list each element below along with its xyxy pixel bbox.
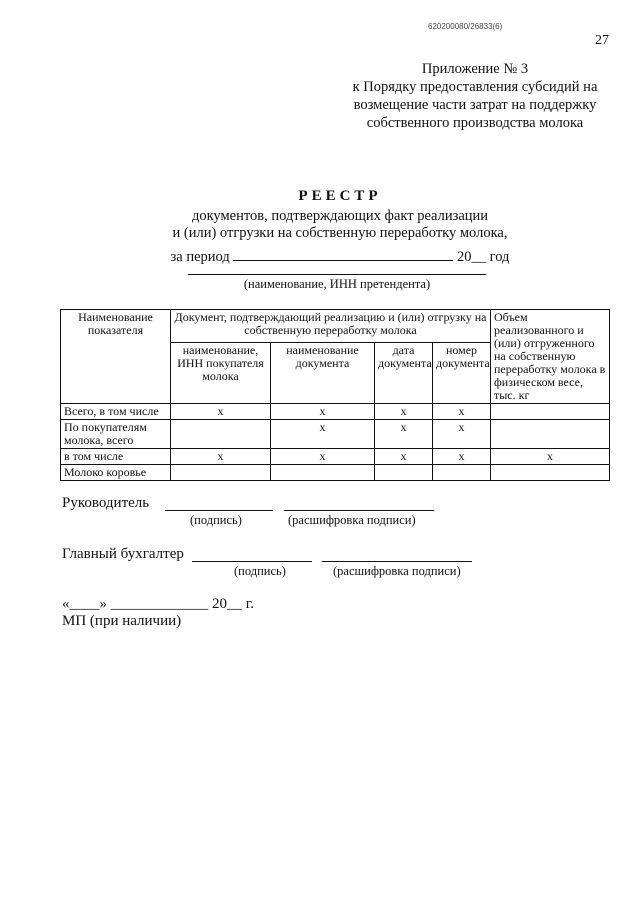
accountant-signature-blank xyxy=(192,547,312,562)
cell: х xyxy=(271,404,375,420)
cell xyxy=(171,465,271,481)
head-signature-blank xyxy=(165,496,273,511)
page-number: 27 xyxy=(595,33,609,48)
accountant-decode-blank xyxy=(322,547,472,562)
subtitle-line-1: документов, подтверждающих факт реализации xyxy=(191,208,489,224)
header-buyer: наименование, ИНН покупателя молока xyxy=(171,343,271,404)
cell xyxy=(375,465,433,481)
accountant-signature-caption: (подпись) xyxy=(234,564,286,578)
row-label: в том числе xyxy=(61,449,171,465)
table-header-row xyxy=(61,310,610,343)
registry-table xyxy=(60,309,610,481)
appendix-line-3: возмещение части затрат на поддержку xyxy=(353,97,597,113)
cell: х xyxy=(491,449,610,465)
header-doc-name: наименование документа xyxy=(271,343,375,404)
head-signature-caption: (подпись) xyxy=(190,513,242,527)
header-doc-date: дата документа xyxy=(375,343,433,404)
appendix-line-1: Приложение № 3 xyxy=(421,61,529,77)
table-row xyxy=(61,404,610,420)
period-year: 20__ год xyxy=(457,249,510,265)
cell: х xyxy=(375,449,433,465)
period-prefix: за период xyxy=(170,249,230,265)
period-blank xyxy=(233,246,453,261)
table-row xyxy=(61,420,610,449)
head-decode-caption: (расшифровка подписи) xyxy=(288,513,416,527)
cell: х xyxy=(375,420,433,449)
date-line: «____» _____________ 20__ г. xyxy=(62,596,254,612)
accountant-decode-caption: (расшифровка подписи) xyxy=(333,564,461,578)
header-indicator-name: Наименование показателя xyxy=(61,310,171,404)
document-id: 620200080/26833(6) xyxy=(428,22,503,31)
cell xyxy=(491,465,610,481)
header-volume: Объем реализованного и (или) отгруженного на собственную переработку молока в физическом весе, тыс. кг xyxy=(491,310,610,404)
cell xyxy=(271,465,375,481)
appendix-line-2: к Порядку предоставления субсидий на xyxy=(352,79,598,95)
cell xyxy=(491,404,610,420)
cell: х xyxy=(271,420,375,449)
cell: х xyxy=(271,449,375,465)
cell: х xyxy=(171,404,271,420)
stamp-note: МП (при наличии) xyxy=(62,613,182,629)
document-title: РЕЕСТР xyxy=(298,188,382,204)
applicant-caption: (наименование, ИНН претендента) xyxy=(243,277,431,291)
cell xyxy=(433,465,491,481)
table-row xyxy=(61,465,610,481)
cell: х xyxy=(171,449,271,465)
cell xyxy=(171,420,271,449)
accountant-label: Главный бухгалтер xyxy=(62,546,184,562)
row-label: Молоко коровье xyxy=(61,465,171,481)
appendix-header xyxy=(330,60,620,132)
appendix-line-4: собственного производства молока xyxy=(366,115,584,131)
head-label: Руководитель xyxy=(62,495,150,511)
cell: х xyxy=(433,420,491,449)
head-decode-blank xyxy=(284,496,434,511)
period-line xyxy=(0,246,640,266)
cell: х xyxy=(433,449,491,465)
applicant-blank-line xyxy=(188,274,486,275)
header-document-group: Документ, подтверждающий реализацию и (или) отгрузку на собственную переработку молока xyxy=(171,310,491,343)
subtitle-line-2: и (или) отгрузки на собственную переработку молока, xyxy=(172,225,508,241)
row-label: По покупателям молока, всего xyxy=(61,420,171,449)
row-label: Всего, в том числе xyxy=(61,404,171,420)
cell: х xyxy=(433,404,491,420)
cell xyxy=(491,420,610,449)
header-doc-number: номер документа xyxy=(433,343,491,404)
table-row xyxy=(61,449,610,465)
document-subtitle xyxy=(0,208,640,242)
cell: х xyxy=(375,404,433,420)
